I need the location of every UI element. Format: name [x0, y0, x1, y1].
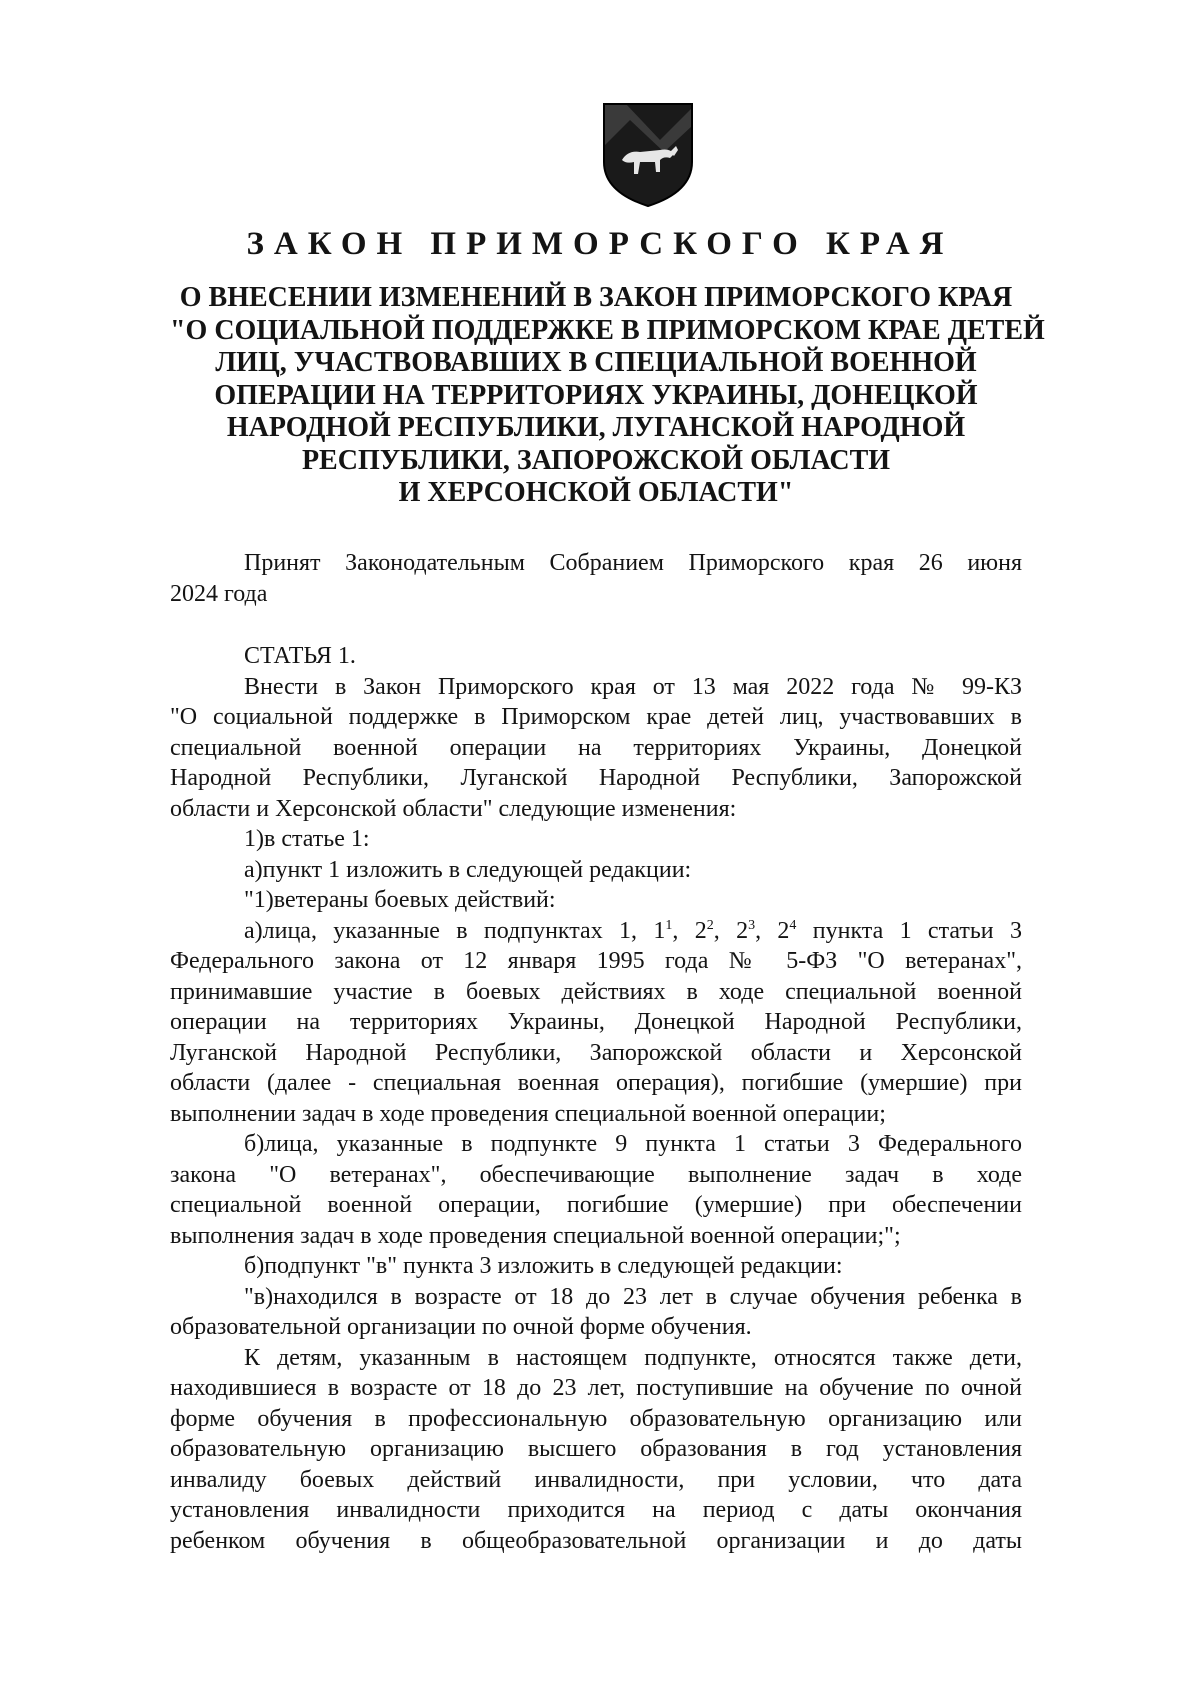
text-line: установления инвалидности приходится на период с даты окончания — [170, 1497, 1022, 1523]
subtitle-line: О ВНЕСЕНИИ ИЗМЕНЕНИЙ В ЗАКОН ПРИМОРСКОГО КРАЯ — [179, 282, 1013, 313]
text-line: форме обучения в профессиональную образовательную организацию или — [170, 1405, 1022, 1432]
text-line: б)лица, указанные в подпункте 9 пункта 1 статьи 3 Федерального — [244, 1131, 1022, 1157]
text-line: находившиеся в возрасте от 18 до 23 лет, поступившие на обучение по очной — [170, 1375, 1022, 1401]
article-body — [170, 641, 1022, 1556]
quote-v — [170, 1282, 1022, 1343]
article-heading: СТАТЬЯ 1. — [244, 643, 356, 669]
text-line: образовательную организацию высшего образования в год установления — [170, 1436, 1022, 1462]
superscript: 3 — [748, 917, 756, 933]
subtitle-line: И ХЕРСОНСКОЙ ОБЛАСТИ" — [398, 477, 794, 508]
text-fragment: а)лица, указанные в подпунктах 1, 1 — [244, 917, 666, 944]
text-line: Народной Республики, Луганской Народной Республики, Запорожской — [170, 765, 1022, 791]
text-line: области и Херсонской области" следующие изменения: — [170, 795, 737, 822]
text-line: К детям, указанным в настоящем подпункте, относятся также дети, — [244, 1344, 1022, 1371]
coat-of-arms-icon — [600, 100, 696, 210]
text-line: закона "О ветеранах", обеспечивающие выполнение задач в ходе — [170, 1161, 1022, 1188]
text-line: "в)находился в возрасте от 18 до 23 лет в случае обучения ребенка в — [244, 1283, 1022, 1310]
subtitle-line: ОПЕРАЦИИ НА ТЕРРИТОРИЯХ УКРАИНЫ, ДОНЕЦКОЙ — [214, 379, 978, 411]
item-1a: а)пункт 1 изложить в следующей редакции: — [244, 856, 692, 883]
superscript: 4 — [789, 917, 797, 933]
text-line: выполнении задач в ходе проведения специальной военной операции; — [170, 1100, 886, 1127]
children-paragraph — [170, 1343, 1022, 1557]
text-line: ребенком обучения в общеобразовательной организации и до даты — [170, 1527, 1022, 1554]
text-line: Луганской Народной Республики, Запорожской области и Херсонской — [170, 1039, 1022, 1066]
adoption-note — [170, 548, 1022, 610]
text-line: специальной военной операции на территориях Украины, Донецкой — [170, 734, 1022, 761]
superscript: 1 — [665, 917, 673, 933]
article-intro — [170, 672, 1022, 825]
subitem-a — [170, 916, 1022, 1130]
text-line: образовательной организации по очной форме обучения. — [170, 1314, 752, 1340]
text-line: операции на территориях Украины, Донецкой Народной Республики, — [170, 1009, 1022, 1035]
law-subtitle — [170, 282, 1045, 510]
law-title: ЗАКОН ПРИМОРСКОГО КРАЯ — [246, 226, 954, 262]
subtitle-line: ЛИЦ, УЧАСТВОВАВШИХ В СПЕЦИАЛЬНОЙ ВОЕННОЙ — [215, 347, 977, 378]
text-line: выполнения задач в ходе проведения специальной военной операции;"; — [170, 1222, 901, 1249]
text-line: Внести в Закон Приморского края от 13 мая 2022 года № 99-КЗ — [244, 673, 1022, 700]
subitem-b — [170, 1129, 1022, 1251]
text-line: области (далее - специальная военная операция), погибшие (умершие) при — [170, 1070, 1022, 1096]
text-fragment: , 2 — [713, 917, 749, 944]
adoption-line: 2024 года — [170, 581, 268, 607]
quote-1: "1)ветераны боевых действий: — [244, 887, 556, 913]
superscript: 2 — [706, 917, 714, 933]
text-line: принимавшие участие в боевых действиях в ходе специальной военной — [170, 978, 1022, 1005]
subtitle-line: РЕСПУБЛИКИ, ЗАПОРОЖСКОЙ ОБЛАСТИ — [301, 444, 891, 476]
text-line: "О социальной поддержке в Приморском крае детей лиц, участвовавших в — [170, 704, 1022, 730]
text-fragment: , 2 — [672, 917, 707, 944]
adoption-line: Принят Законодательным Собранием Приморского края 26 июня — [244, 550, 1022, 576]
text-line: Федерального закона от 12 января 1995 года № 5-ФЗ "О ветеранах", — [170, 948, 1022, 974]
text-fragment: пункта 1 статьи 3 — [796, 917, 1022, 944]
subtitle-line: "О СОЦИАЛЬНОЙ ПОДДЕРЖКЕ В ПРИМОРСКОМ КРАЕ ДЕТЕЙ — [170, 314, 1045, 346]
text-fragment: , 2 — [755, 917, 790, 944]
text-line — [170, 916, 1022, 947]
text-line: инвалиду боевых действий инвалидности, при условии, что дата — [170, 1466, 1022, 1493]
text-line: специальной военной операции, погибшие (умершие) при обеспечении — [170, 1192, 1022, 1218]
item-1: 1)в статье 1: — [244, 826, 370, 852]
subtitle-line: НАРОДНОЙ РЕСПУБЛИКИ, ЛУГАНСКОЙ НАРОДНОЙ — [226, 412, 966, 443]
item-1b: б)подпункт "в" пункта 3 изложить в следующей редакции: — [244, 1253, 843, 1279]
